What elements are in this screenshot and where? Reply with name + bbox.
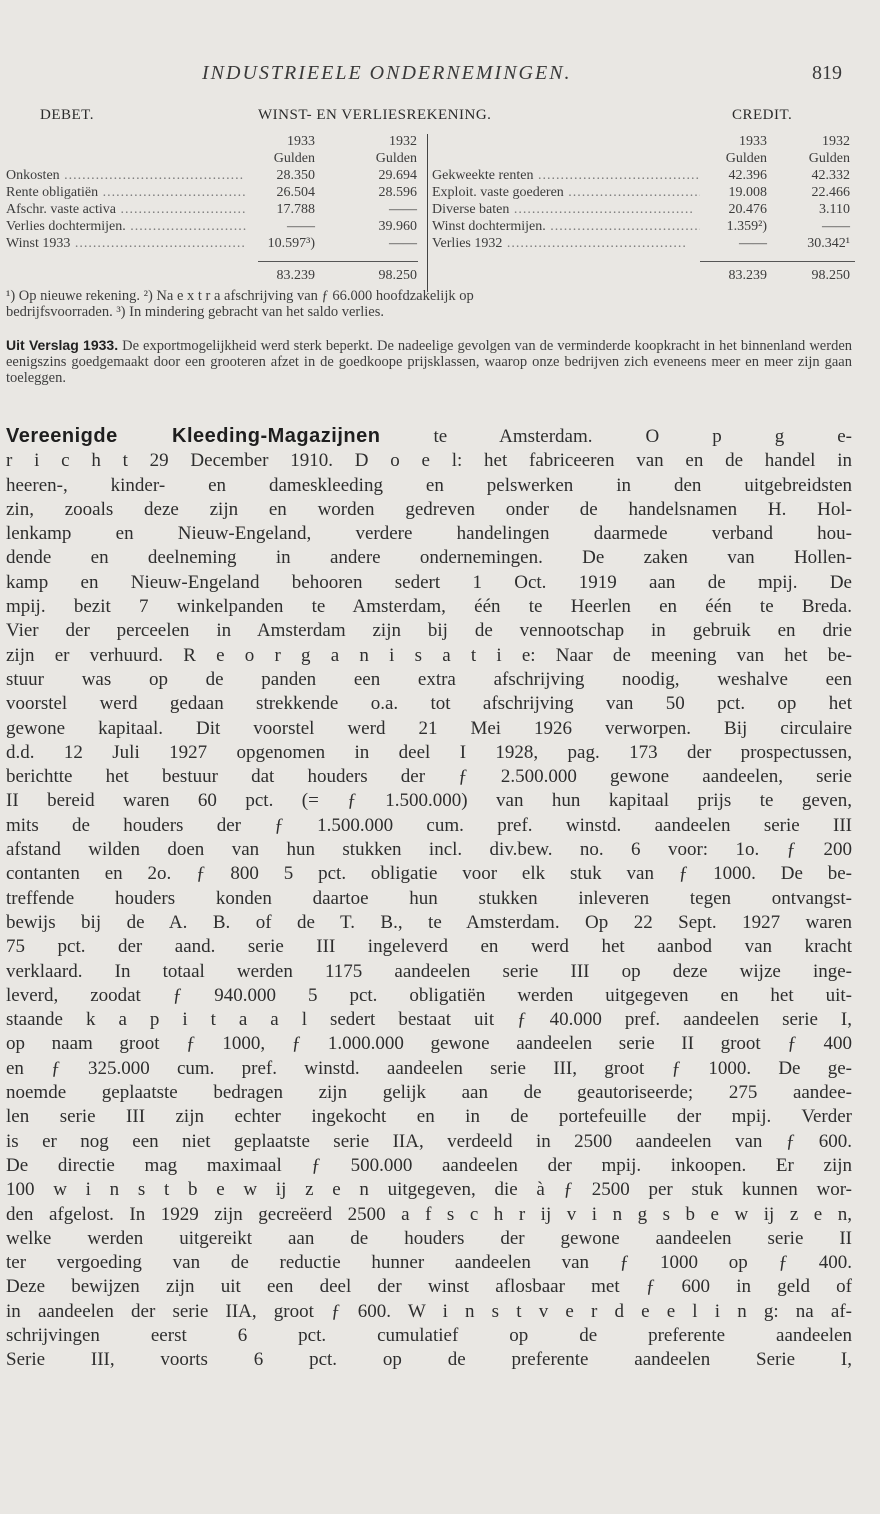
company-line: II bereid waren 60 pct. (= ƒ 1.500.000) van hun kapitaal prijs te geven,	[6, 790, 852, 812]
credit-row-value: 30.342¹	[807, 236, 850, 251]
running-header	[0, 62, 880, 86]
company-line: kamp en Nieuw-Engeland behooren sedert 1 Oct. 1919 aan de mpij. De	[6, 571, 852, 593]
verslag-label: Uit Verslag 1933.	[6, 337, 119, 353]
sum-rule	[700, 261, 855, 262]
company-line: zin, zooals deze zijn en worden gedreven onder de handelsnamen H. Hol-	[6, 498, 852, 520]
company-line: treffende houders konden daartoe hun stukken inleveren tegen ontvangst-	[6, 887, 852, 909]
debit-row-value: 39.960	[378, 219, 417, 234]
credit-total: 83.239	[728, 268, 767, 283]
company-line: lenkamp en Nieuw-Engeland, verdere handelingen daarmede verband hou-	[6, 523, 852, 545]
company-line: verklaard. In totaal werden 1175 aandeelen serie III op deze wijze inge-	[6, 960, 852, 982]
company-line: gewone kapitaal. Dit voorstel werd 21 Mei 1926 verworpen. Bij circulaire	[6, 717, 852, 739]
credit-row-label: Gekweekte renten .....	[432, 168, 700, 184]
verslag-text: De exportmogelijkheid werd sterk beperkt. De nadeelige gevolgen van de verminderde koopkracht in het binnenland werden eenigszins goedgemaakt door een grooteren afzet in de goedkoope prijsklassen, waarop onze bedrijven zich eveneens meer en meer zijn gaan toeleggen.	[6, 338, 853, 386]
debit-row-value: 10.597³)	[267, 236, 315, 251]
company-line: op naam groot ƒ 1000, ƒ 1.000.000 gewone aandeelen serie II groot ƒ 400	[6, 1033, 852, 1055]
company-line: te Amsterdam. O p g e-	[433, 426, 853, 447]
debit-row-value: 28.350	[276, 168, 315, 183]
footnote-line: ¹) Op nieuwe rekening. ²) Na e x t r a afschrijving van ƒ 66.000 hoofdzakelijk op	[6, 288, 474, 304]
profit-loss-table	[0, 130, 880, 300]
company-line: staande k a p i t a a l sedert bestaat uit ƒ 40.000 pref. aandeelen serie I,	[6, 1009, 852, 1031]
company-section	[6, 424, 852, 1373]
company-line: schrijvingen eerst 6 pct. cumulatief op de preferente aandeelen	[6, 1324, 852, 1346]
credit-row-value: 42.332	[811, 168, 850, 183]
credit-row-label: Diverse baten .....	[432, 202, 700, 218]
debit-row-label: Rente obligatiën .....	[6, 185, 246, 201]
column-divider	[427, 134, 428, 292]
company-text	[6, 449, 852, 1372]
company-line: Deze bewijzen zijn uit een deel der winst aflosbaar met ƒ 600 in geld of	[6, 1276, 852, 1298]
company-line: ter vergoeding van de reductie hunner aandeelen van ƒ 1000 op ƒ 400.	[6, 1252, 852, 1274]
credit-row-value: 42.396	[728, 168, 767, 183]
company-line: De directie mag maximaal ƒ 500.000 aandeelen der mpij. inkoopen. Er zijn	[6, 1154, 852, 1176]
debit-row-value: ——	[389, 202, 417, 217]
page-number: 819	[812, 62, 842, 84]
company-line: is er nog een niet geplaatste serie IIA, verdeeld in 2500 aandeelen van ƒ 600.	[6, 1130, 852, 1152]
credit-row-value: 19.008	[728, 185, 767, 200]
credit-row-value: 3.110	[819, 202, 850, 217]
year-header: 1933	[287, 134, 315, 149]
sum-rule	[258, 261, 418, 262]
year-header: 1932	[822, 134, 850, 149]
debit-row-label: Winst 1933 .....	[6, 236, 246, 252]
credit-row-value: ——	[822, 219, 850, 234]
company-line: voorstel werd gedaan strekkende o.a. tot afschrijving van 50 pct. op het	[6, 693, 852, 715]
debit-row-value: 26.504	[276, 185, 315, 200]
company-line: leverd, zoodat ƒ 940.000 5 pct. obligatiën werden uitgegeven en het uit-	[6, 984, 852, 1006]
unit-header: Gulden	[808, 151, 850, 166]
year-header: 1932	[389, 134, 417, 149]
debit-row-value: ——	[389, 236, 417, 251]
company-first-line	[6, 424, 852, 449]
company-line: 75 pct. der aand. serie III ingeleverd en werd het aanbod van kracht	[6, 936, 852, 958]
debit-total: 98.250	[378, 268, 417, 283]
company-line: welke werden uitgereikt aan de houders der gewone aandeelen serie II	[6, 1227, 852, 1249]
credit-row-value: 1.359²)	[726, 219, 767, 234]
debit-row-label: Afschr. vaste activa .....	[6, 202, 246, 218]
company-line: len serie III zijn echter ingekocht en in de portefeuille der mpij. Verder	[6, 1106, 852, 1128]
company-line: dende en deelneming in andere ondernemingen. De zaken van Hollen-	[6, 547, 852, 569]
company-line: berichtte het bestuur dat houders der ƒ 2.500.000 gewone aandeelen, serie	[6, 766, 852, 788]
credit-label: CREDIT.	[732, 107, 793, 123]
debit-row-label: Verlies dochtermijen. .....	[6, 219, 246, 235]
debet-label: DEBET.	[40, 107, 94, 123]
unit-header: Gulden	[273, 151, 315, 166]
debit-total: 83.239	[276, 268, 315, 283]
running-title: INDUSTRIEELE ONDERNEMINGEN.	[202, 62, 572, 84]
credit-row-value: 20.476	[728, 202, 767, 217]
company-line: bewijs bij de A. B. of de T. B., te Amsterdam. Op 22 Sept. 1927 waren	[6, 911, 852, 933]
company-line: noemde geplaatste bedragen zijn gelijk aan de geautoriseerde; 275 aandee-	[6, 1082, 852, 1104]
debit-row-value: ——	[287, 219, 315, 234]
company-line: zijn er verhuurd. R e o r g a n i s a t i e: Naar de meening van het be-	[6, 644, 852, 666]
company-line: contanten en 2o. ƒ 800 5 pct. obligatie voor elk stuk van ƒ 1000. De be-	[6, 863, 852, 885]
unit-header: Gulden	[375, 151, 417, 166]
company-name: Vereenigde Kleeding-Magazijnen	[6, 425, 381, 447]
company-line: stuur was op de panden een extra afschrijving noodig, weshalve een	[6, 668, 852, 690]
company-line: Serie III, voorts 6 pct. op de preferente aandeelen Serie I,	[6, 1349, 852, 1371]
company-line: Vier der perceelen in Amsterdam zijn bij de vennootschap in gebruik en drie	[6, 620, 852, 642]
debit-row-value: 17.788	[276, 202, 315, 217]
footnotes	[6, 288, 852, 320]
unit-header: Gulden	[725, 151, 767, 166]
company-line: heeren-, kinder- en dameskleeding en pelswerken in den uitgebreidsten	[6, 474, 852, 496]
company-line: r i c h t 29 December 1910. D o e l: het fabriceeren van en de handel in	[6, 450, 852, 472]
company-line: mpij. bezit 7 winkelpanden te Amsterdam, één te Heerlen en één te Breda.	[6, 596, 852, 618]
credit-row-label: Exploit. vaste goederen .....	[432, 185, 700, 201]
company-line: 100 w i n s t b e w ij z e n uitgegeven, die à ƒ 2500 per stuk kunnen wor-	[6, 1179, 852, 1201]
debit-row-value: 28.596	[378, 185, 417, 200]
company-line: d.d. 12 Juli 1927 opgenomen in deel I 1928, pag. 173 der prospectussen,	[6, 741, 852, 763]
credit-total: 98.250	[811, 268, 850, 283]
credit-row-value: ——	[739, 236, 767, 251]
company-line: in aandeelen der serie IIA, groot ƒ 600. W i n s t v e r d e e l i n g: na af-	[6, 1300, 852, 1322]
credit-row-label: Verlies 1932 .....	[432, 236, 700, 252]
year-header: 1933	[739, 134, 767, 149]
footnote-line: bedrijfsvoorraden. ³) In mindering gebracht van het saldo verlies.	[6, 304, 384, 320]
credit-row-label: Winst dochtermijen. .....	[432, 219, 700, 235]
company-line: den afgelost. In 1929 zijn gecreëerd 2500 a f s c h r ij v i n g s b e w ij z e n,	[6, 1203, 852, 1225]
debit-row-label: Onkosten .....	[6, 168, 246, 184]
annual-report-note	[6, 337, 852, 386]
company-line: afstand wilden doen van hun stukken incl. div.bew. no. 6 voor: 1o. ƒ 200	[6, 839, 852, 861]
company-line: mits de houders der ƒ 1.500.000 cum. pref. winstd. aandeelen serie III	[6, 814, 852, 836]
debit-row-value: 29.694	[378, 168, 417, 183]
credit-row-value: 22.466	[811, 185, 850, 200]
company-line: en ƒ 325.000 cum. pref. winstd. aandeelen serie III, groot ƒ 1000. De ge-	[6, 1057, 852, 1079]
pl-title: WINST- EN VERLIESREKENING.	[258, 107, 492, 123]
